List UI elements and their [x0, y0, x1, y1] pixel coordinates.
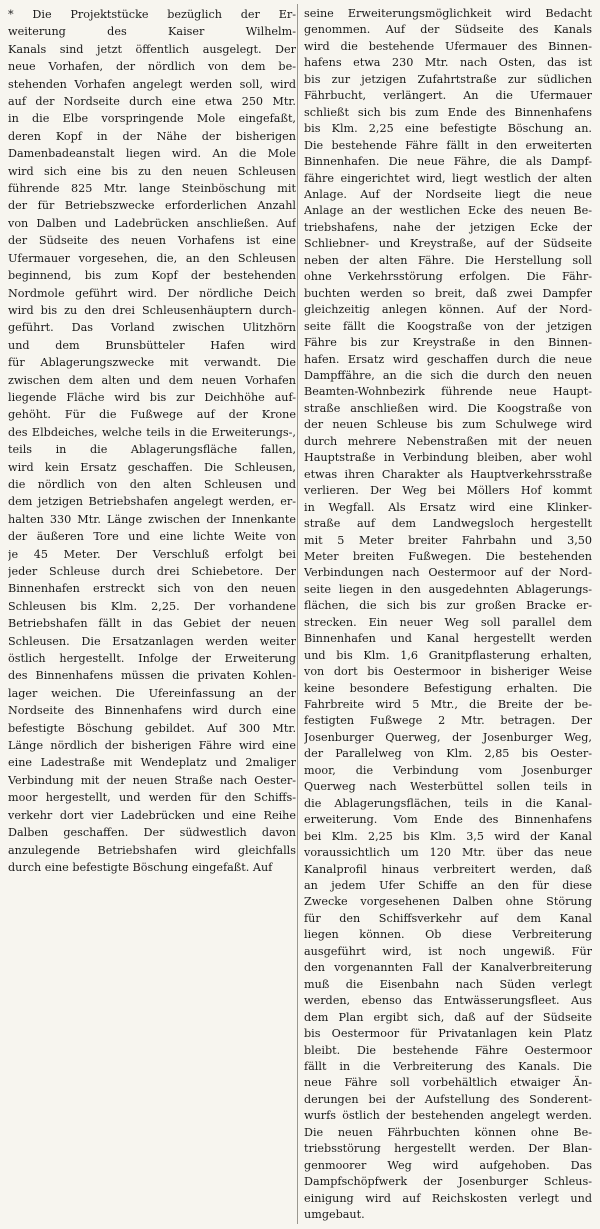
text-line: der neuen Schleuse bis zum Schulwege wird — [304, 418, 592, 432]
text-line: Dalben geschaffen. Der südwestlich davon — [8, 826, 296, 840]
text-line: bleibt. Die bestehende Fähre Oestermoor — [304, 1043, 592, 1057]
text-line: Fährbucht, verlängert. An die Ufermauer — [304, 89, 592, 103]
text-line: durch eine befestigte Böschung eingefaßt. Auf — [8, 860, 273, 874]
column-divider — [297, 4, 298, 1224]
text-line: Kanalprofil hinaus verbreitert werden, daß — [304, 862, 592, 876]
text-line: ausgeführt wird, ist noch ungewiß. Für — [304, 944, 592, 958]
text-line: des Binnenhafens müssen die privaten Kohlen- — [8, 669, 296, 683]
text-line: erweiterung. Vom Ende des Binnenhafens — [304, 813, 592, 827]
text-line: weiterung des Kaiser Wilhelm- — [8, 25, 296, 39]
text-line: schließt sich bis zum Ende des Binnenhafens — [304, 105, 592, 119]
text-line: straße anschließen wird. Die Koogstraße von — [304, 401, 592, 415]
text-line: deren Kopf in der Nähe der bisherigen — [8, 129, 296, 143]
text-line: seite fällt die Koogstraße von der jetzigen — [304, 319, 592, 333]
text-line: beginnend, bis zum Kopf der bestehenden — [8, 269, 296, 283]
text-line: strecken. Ein neuer Weg soll parallel dem — [304, 615, 592, 629]
text-line: verlieren. Der Weg bei Möllers Hof kommt — [304, 484, 592, 498]
text-line: etwas ihren Charakter als Hauptverkehrsstraße — [304, 467, 592, 481]
text-line: Verbindungen nach Oestermoor auf der Nord- — [304, 566, 592, 580]
text-line: bei Klm. 2,25 bis Klm. 3,5 wird der Kanal — [304, 829, 592, 843]
text-line: flächen, die sich bis zur großen Bracke er- — [304, 599, 592, 613]
text-line: und bis Klm. 1,6 Granitpflasterung erhalten, — [304, 648, 592, 662]
text-line: straße auf dem Landwegsloch hergestellt — [304, 517, 592, 531]
text-line: triebshafens, nahe der jetzigen Ecke der — [304, 220, 592, 234]
text-line: wird bis zu den drei Schleusenhäuptern durch- — [8, 303, 296, 317]
text-line: fähre eingerichtet wird, liegt westlich der alten — [304, 171, 592, 185]
text-line: hafens etwa 230 Mtr. nach Osten, das ist — [304, 56, 592, 70]
text-line: genommen. Auf der Südseite des Kanals — [304, 23, 592, 37]
text-line: je 45 Meter. Der Verschluß erfolgt bei — [8, 547, 296, 561]
text-line: in die Elbe vorspringende Mole eingefaßt, — [8, 112, 296, 126]
text-line: Meter breiten Fußwegen. Die bestehenden — [304, 549, 592, 563]
text-line: die nördlich von den alten Schleusen und — [8, 477, 296, 491]
article-column-right — [304, 6, 592, 1224]
text-line: jeder Schleuse durch drei Schiebetore. Der — [8, 565, 296, 578]
text-line: Fahrbreite wird 5 Mtr., die Breite der be- — [304, 698, 592, 712]
text-line: dem jetzigen Betriebshafen angelegt werden, er- — [8, 495, 296, 509]
text-line: mit 5 Meter breiter Fahrbahn und 3,50 — [304, 533, 592, 547]
text-line: auf der Nordseite durch eine etwa 250 Mtr. — [8, 95, 296, 109]
text-line: derungen bei der Aufstellung des Sonderent- — [304, 1092, 592, 1106]
text-line: fällt in die Verbreiterung des Kanals. Die — [304, 1060, 592, 1073]
text-line: von dort bis Oestermoor in bisheriger Weise — [304, 665, 592, 679]
text-line: neue Fähre soll vorbehältlich etwaiger Än- — [304, 1076, 592, 1090]
text-line: hafen. Ersatz wird geschaffen durch die neue — [304, 352, 592, 366]
text-line: Schleusen. Die Ersatzanlagen werden weiter — [8, 634, 296, 648]
text-line: eine Ladestraße mit Wendeplatz und 2maliger — [8, 756, 296, 770]
text-line: wird sich eine bis zu den neuen Schleusen — [8, 164, 296, 178]
text-line: der äußeren Tore und eine lichte Weite von — [8, 530, 296, 544]
text-line: bis Klm. 2,25 eine befestigte Böschung an. — [304, 122, 592, 136]
text-line: moor hergestellt, und werden für den Schiffs- — [8, 791, 296, 805]
text-line: * Die Projektstücke bezüglich der Er- — [8, 8, 296, 21]
text-line: neben der alten Fähre. Die Herstellung soll — [304, 253, 592, 267]
text-line: umgebaut. — [304, 1208, 365, 1222]
text-line: von Dalben und Ladebrücken anschließen. Auf — [8, 216, 296, 230]
text-line: Josenburger Querweg, der Josenburger Weg, — [304, 730, 592, 744]
article-column-left — [8, 6, 296, 1224]
text-line: zwischen dem alten und dem neuen Vorhafen — [8, 373, 296, 387]
text-line: wird die bestehende Ufermauer des Binnen- — [304, 39, 592, 53]
text-line: wurfs östlich der bestehenden angelegt werden. — [304, 1109, 592, 1123]
text-line: bis zur jetzigen Zufahrtstraße zur südlichen — [304, 72, 592, 86]
text-line: stehenden Vorhafen angelegt werden soll, wird — [8, 77, 296, 91]
text-line: Dampffähre, an die sich die durch den neuen — [304, 368, 592, 382]
text-line: der für Betriebszwecke erforderlichen Anzahl — [8, 199, 296, 213]
text-line: Kanals sind jetzt öffentlich ausgelegt. Der — [8, 42, 296, 56]
text-line: in Wegfall. Als Ersatz wird eine Klinker- — [304, 500, 592, 514]
text-line: werden, ebenso das Entwässerungsfleet. Aus — [304, 994, 592, 1008]
text-line: liegen können. Ob diese Verbreiterung — [304, 928, 592, 942]
text-line: Binnenhafen erstreckt sich von den neuen — [8, 582, 296, 596]
text-line: festigten Fußwege 2 Mtr. betragen. Der — [304, 714, 592, 728]
text-line: befestigte Böschung gebildet. Auf 300 Mtr. — [8, 721, 296, 735]
text-line: gleichzeitig anlegen können. Auf der Nord- — [304, 303, 592, 317]
text-line: halten 330 Mtr. Länge zwischen der Innenkante — [8, 512, 296, 526]
text-line: Zwecke vorgesehenen Dalben ohne Störung — [304, 895, 592, 909]
text-line: keine besondere Befestigung erhalten. Die — [304, 681, 592, 695]
text-line: Nordmole geführt wird. Der nördliche Deich — [8, 286, 296, 300]
text-line: Betriebshafen fällt in das Gebiet der neuen — [8, 617, 296, 631]
text-line: seite liegen in den ausgedehnten Ablagerungs- — [304, 582, 592, 596]
text-line: und dem Brunsbütteler Hafen wird — [8, 338, 296, 352]
text-line: den vorgenannten Fall der Kanalverbreiterung — [304, 961, 592, 975]
text-line: östlich hergestellt. Infolge der Erweiterung — [8, 652, 296, 666]
text-line: bis Oestermoor für Privatanlagen kein Platz — [304, 1027, 592, 1041]
text-line: der Südseite des neuen Vorhafens ist eine — [8, 234, 296, 248]
text-line: führende 825 Mtr. lange Steinböschung mit — [8, 182, 296, 196]
text-line: durch mehrere Nebenstraßen mit der neuen — [304, 434, 592, 448]
text-line: muß die Eisenbahn nach Süden verlegt — [304, 977, 592, 991]
text-line: Nordseite des Binnenhafens wird durch eine — [8, 704, 296, 718]
text-line: buchten werden so breit, daß zwei Dampfer — [304, 286, 592, 300]
text-line: Die bestehende Fähre fällt in den erweiterten — [304, 138, 592, 152]
text-line: ohne Verkehrsstörung erfolgen. Die Fähr- — [304, 270, 592, 284]
text-line: Binnenhafen. Die neue Fähre, die als Dampf- — [304, 155, 592, 169]
text-line: genmoorer Weg wird aufgehoben. Das — [304, 1158, 592, 1172]
text-line: Verbindung mit der neuen Straße nach Oester- — [8, 773, 296, 787]
text-line: für den Schiffsverkehr auf dem Kanal — [304, 911, 592, 925]
text-line: einigung wird auf Reichskosten verlegt und — [304, 1191, 592, 1205]
text-line: Die neuen Fährbuchten können ohne Be- — [304, 1125, 592, 1139]
text-line: moor, die Verbindung vom Josenburger — [304, 763, 592, 777]
text-line: Anlage an der westlichen Ecke des neuen Be- — [304, 204, 592, 218]
text-line: Beamten-Wohnbezirk führende neue Haupt- — [304, 385, 592, 399]
text-line: liegende Fläche wird bis zur Deichhöhe auf- — [8, 390, 296, 404]
text-line: Querweg nach Westerbüttel sollen teils in — [304, 780, 592, 794]
text-line: für Ablagerungszwecke mit verwandt. Die — [8, 356, 296, 370]
text-line: der Parallelweg von Klm. 2,85 bis Oester- — [304, 747, 592, 761]
text-line: gehöht. Für die Fußwege auf der Krone — [8, 408, 296, 422]
text-line: Hauptstraße in Verbindung bleiben, aber wohl — [304, 451, 592, 465]
text-line: Ufermauer vorgesehen, die, an den Schleusen — [8, 251, 296, 265]
text-line: des Elbdeiches, welche teils in die Erweiterungs-, — [8, 425, 296, 439]
text-line: verkehr dort vier Ladebrücken und eine Reihe — [8, 808, 296, 822]
text-line: Schliebner- und Kreystraße, auf der Südseite — [304, 237, 592, 251]
text-line: Länge nördlich der bisherigen Fähre wird eine — [8, 739, 296, 753]
text-line: lager weichen. Die Ufereinfassung an der — [8, 686, 296, 700]
text-line: Damenbadeanstalt liegen wird. An die Mole — [8, 147, 296, 161]
text-line: Binnenhafen und Kanal hergestellt werden — [304, 632, 592, 646]
text-line: Schleusen bis Klm. 2,25. Der vorhandene — [8, 599, 296, 613]
text-line: Anlage. Auf der Nordseite liegt die neue — [304, 187, 592, 201]
text-line: die Ablagerungsflächen, teils in die Kanal- — [304, 796, 592, 810]
text-line: wird kein Ersatz geschaffen. Die Schleusen, — [8, 460, 296, 474]
text-line: voraussichtlich um 120 Mtr. über das neue — [304, 846, 592, 860]
text-line: Fähre bis zur Kreystraße in den Binnen- — [304, 336, 592, 350]
text-line: dem Plan ergibt sich, daß auf der Südseite — [304, 1010, 592, 1024]
text-line: triebsstörung hergestellt werden. Der Blan- — [304, 1142, 592, 1156]
text-line: an jedem Ufer Schiffe an den für diese — [304, 879, 592, 893]
text-line: Dampfschöpfwerk der Josenburger Schleus- — [304, 1175, 592, 1189]
text-line: anzulegende Betriebshafen wird gleichfalls — [8, 843, 296, 857]
text-line: teils in die Ablagerungsfläche fallen, — [8, 443, 296, 457]
text-line: neue Vorhafen, der nördlich von dem be- — [8, 60, 296, 74]
text-line: geführt. Das Vorland zwischen Ulitzhörn — [8, 321, 296, 335]
text-line: seine Erweiterungsmöglichkeit wird Bedacht — [304, 7, 592, 20]
